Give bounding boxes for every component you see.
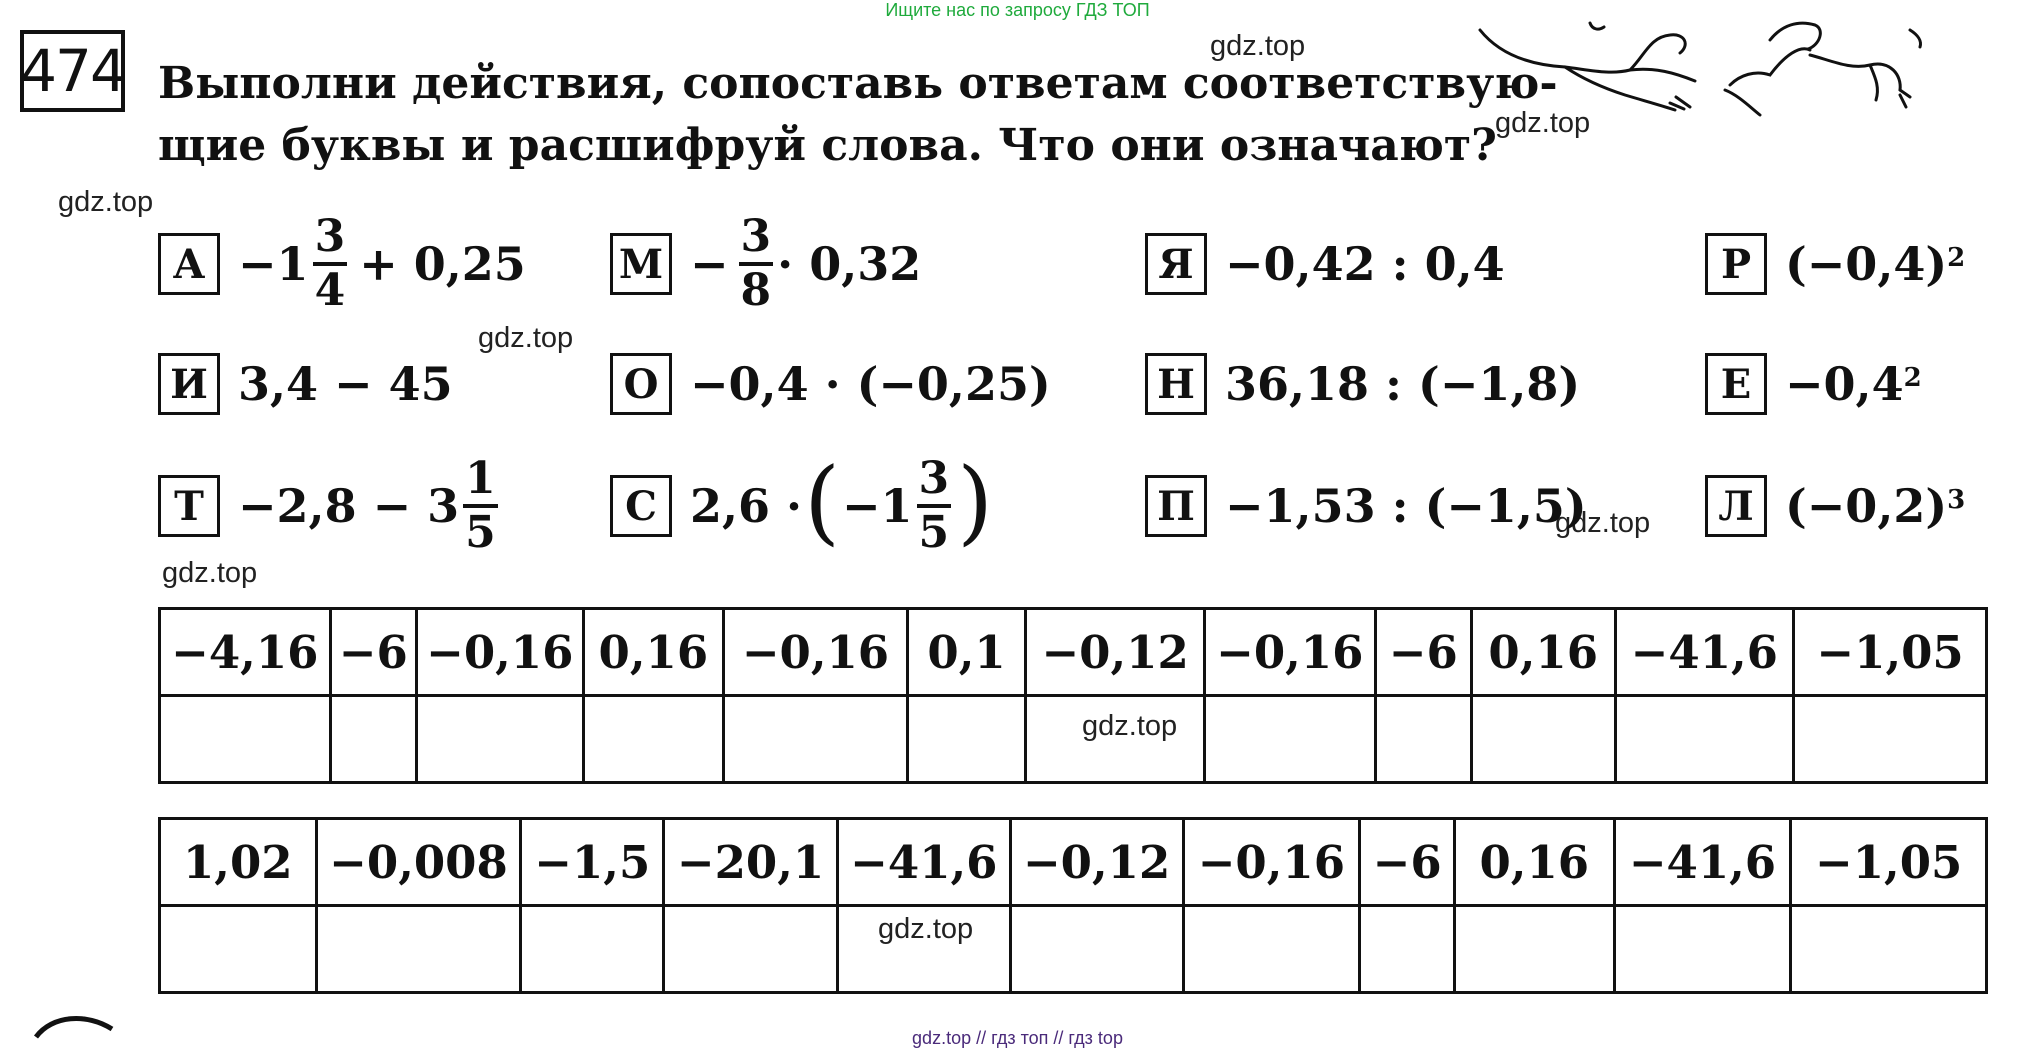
table-row <box>160 819 1987 906</box>
answer-letter-cell[interactable] <box>1010 906 1183 993</box>
answer-letter-cell[interactable] <box>316 906 521 993</box>
expression: −0,42 : 0,4 <box>1225 237 1505 291</box>
letter-box: А <box>158 233 220 295</box>
answer-letter-cell[interactable] <box>521 906 664 993</box>
answer-value-cell: 0,16 <box>1455 819 1615 906</box>
answer-value-cell: −0,16 <box>416 609 583 696</box>
answer-value-cell: −0,16 <box>1183 819 1360 906</box>
exponent: 2 <box>1903 363 1922 393</box>
table-row <box>160 609 1987 696</box>
letter-box: Р <box>1705 233 1767 295</box>
exponent: 2 <box>1947 243 1966 273</box>
answer-value-cell: −20,1 <box>664 819 838 906</box>
expression: (−0,2) <box>1785 479 1948 533</box>
watermark: gdz.top <box>478 322 574 354</box>
task-text-line-2: щие буквы и расшифруй слова. Что они означают? <box>158 120 1497 171</box>
expr-rest: + 0,25 <box>359 237 526 291</box>
numerator: 1 <box>465 453 496 504</box>
expr-sign: −1 <box>238 237 309 291</box>
exercise-r <box>1705 224 1965 304</box>
answer-letter-cell[interactable] <box>583 696 724 783</box>
fraction <box>463 453 498 558</box>
denominator: 4 <box>313 262 348 313</box>
task-text-line-1: Выполни действия, сопоставь ответам соответствую- <box>158 58 1558 109</box>
answer-letter-cell[interactable] <box>160 906 317 993</box>
letter-box: О <box>610 353 672 415</box>
expression: −1,53 : (−1,5) <box>1225 479 1587 533</box>
letter-box: П <box>1145 475 1207 537</box>
footer-links: gdz.top // гдз топ // гдз top <box>912 1028 1123 1048</box>
table-row <box>160 906 1987 993</box>
answer-value-cell: −0,008 <box>316 819 521 906</box>
answer-value-cell: −41,6 <box>1614 819 1791 906</box>
watermark: gdz.top <box>1082 710 1178 742</box>
numerator: 3 <box>314 211 346 262</box>
expr-sign: − <box>690 237 729 291</box>
exercise-t <box>158 453 502 558</box>
answer-value-cell: −0,16 <box>724 609 908 696</box>
answer-letter-cell[interactable] <box>1204 696 1375 783</box>
watermark: gdz.top <box>1555 507 1651 539</box>
answer-table-2 <box>158 817 1988 994</box>
exercise-n <box>1145 344 1580 424</box>
letter-box: М <box>610 233 672 295</box>
answer-letter-cell[interactable] <box>1615 696 1794 783</box>
exponent: 3 <box>1947 485 1966 515</box>
answer-value-cell: −0,16 <box>1204 609 1375 696</box>
answer-letter-cell[interactable] <box>160 696 331 783</box>
answer-table-1 <box>158 607 1988 784</box>
letter-box: И <box>158 353 220 415</box>
watermark: gdz.top <box>878 913 974 945</box>
answer-value-cell: 0,16 <box>583 609 724 696</box>
watermark: gdz.top <box>1495 107 1591 139</box>
answer-value-cell: −6 <box>330 609 416 696</box>
answer-value-cell: −4,16 <box>160 609 331 696</box>
answer-value-cell: 0,16 <box>1471 609 1615 696</box>
answer-letter-cell[interactable] <box>1794 696 1987 783</box>
watermark: gdz.top <box>162 557 258 589</box>
fraction <box>739 211 774 316</box>
exercise-m <box>610 211 922 316</box>
answer-letter-cell[interactable] <box>1183 906 1360 993</box>
task-number: 474 <box>20 30 125 112</box>
answer-value-cell: −41,6 <box>1615 609 1794 696</box>
answer-value-cell: 1,02 <box>160 819 317 906</box>
answer-letter-cell[interactable] <box>1791 906 1987 993</box>
exercise-p <box>1145 466 1587 546</box>
answer-value-cell: −0,12 <box>1026 609 1205 696</box>
expression: 3,4 − 45 <box>238 357 453 411</box>
answer-letter-cell[interactable] <box>1455 906 1615 993</box>
fraction <box>917 453 952 558</box>
letter-box: Т <box>158 475 220 537</box>
answer-letter-cell[interactable] <box>1614 906 1791 993</box>
numerator: 3 <box>740 211 772 262</box>
letter-box: Е <box>1705 353 1767 415</box>
answer-value-cell: −1,5 <box>521 819 664 906</box>
expression: (−0,4) <box>1785 237 1948 291</box>
answer-letter-cell[interactable] <box>330 696 416 783</box>
denominator: 5 <box>463 504 498 555</box>
denominator: 5 <box>917 504 952 555</box>
letter-box: Л <box>1705 475 1767 537</box>
expr-inner: −1 <box>841 479 913 533</box>
answer-letter-cell[interactable] <box>724 696 908 783</box>
open-paren: ( <box>804 448 840 555</box>
table-row <box>160 696 1987 783</box>
expression: −0,4 <box>1785 357 1904 411</box>
exercise-ya <box>1145 224 1505 304</box>
expr-prefix: 2,6 · <box>690 479 803 533</box>
exercise-s <box>610 448 995 558</box>
expr-prefix: −2,8 − 3 <box>238 479 460 533</box>
fraction <box>313 211 348 316</box>
answer-letter-cell[interactable] <box>1375 696 1471 783</box>
expression: 36,18 : (−1,8) <box>1225 357 1581 411</box>
answer-value-cell: 0,1 <box>907 609 1025 696</box>
answer-value-cell: −6 <box>1375 609 1471 696</box>
answer-letter-cell[interactable] <box>1471 696 1615 783</box>
dinosaur-illustration <box>1470 15 1930 120</box>
letter-box: Н <box>1145 353 1207 415</box>
answer-value-cell: −0,12 <box>1010 819 1183 906</box>
close-paren: ) <box>957 448 994 555</box>
answer-value-cell: −1,05 <box>1794 609 1987 696</box>
exercise-l <box>1705 466 1965 546</box>
exercise-a <box>158 211 526 316</box>
watermark: gdz.top <box>1210 30 1306 62</box>
answer-letter-cell[interactable] <box>907 696 1025 783</box>
answer-value-cell: −1,05 <box>1791 819 1987 906</box>
watermark: gdz.top <box>58 186 154 218</box>
answer-value-cell: −6 <box>1360 819 1455 906</box>
answer-letter-cell[interactable] <box>664 906 838 993</box>
exercise-e <box>1705 344 1922 424</box>
search-banner: Ищите нас по запросу ГДЗ ТОП <box>885 0 1150 20</box>
expr-rest: · 0,32 <box>777 237 922 291</box>
denominator: 8 <box>739 262 774 313</box>
expression: −0,4 · (−0,25) <box>690 357 1051 411</box>
answer-value-cell: −41,6 <box>837 819 1010 906</box>
numerator: 3 <box>918 453 950 504</box>
exercise-o <box>610 344 1051 424</box>
letter-box: С <box>610 475 672 537</box>
answer-letter-cell[interactable] <box>1360 906 1455 993</box>
answer-letter-cell[interactable] <box>416 696 583 783</box>
letter-box: Я <box>1145 233 1207 295</box>
exercise-i <box>158 344 453 424</box>
